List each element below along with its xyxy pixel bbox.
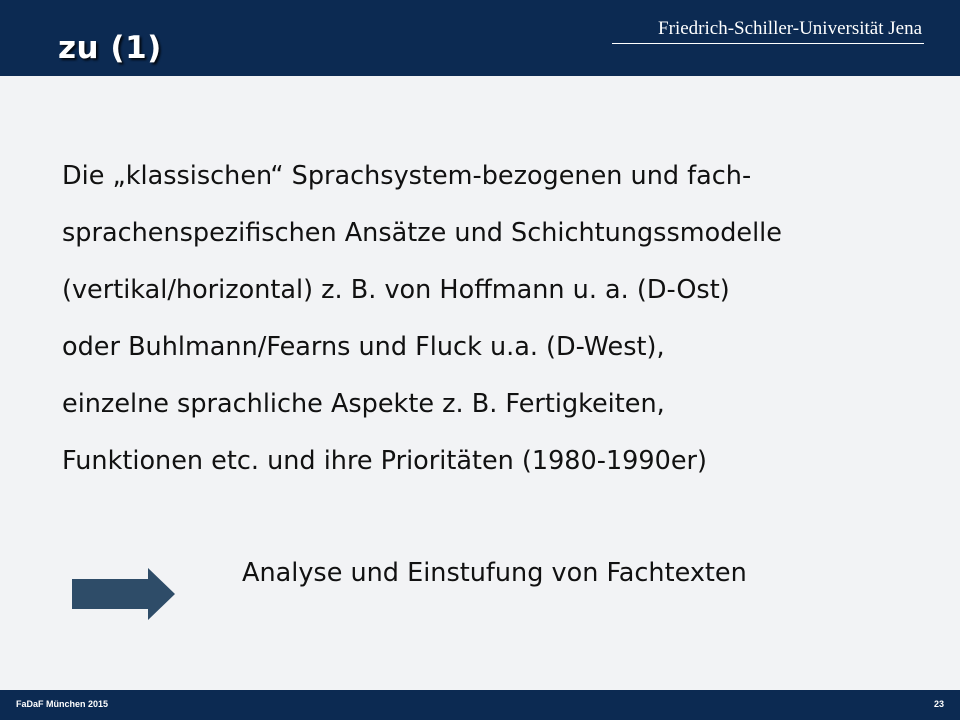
- conclusion-text: Analyse und Einstufung von Fachtexten: [242, 558, 747, 588]
- body-line: (vertikal/horizontal) z. B. von Hoffmann u. a. (D-Ost): [62, 275, 730, 305]
- footer-bar: [0, 690, 960, 720]
- body-line: einzelne sprachliche Aspekte z. B. Fertigkeiten,: [62, 389, 665, 419]
- body-line: Die „klassischen“ Sprachsystem-bezogenen und fach-: [62, 161, 752, 191]
- page-number: 23: [933, 699, 944, 709]
- body-line: Funktionen etc. und ihre Prioritäten (1980-1990er): [62, 446, 707, 476]
- university-logo: [612, 12, 942, 52]
- university-name: Friedrich-Schiller-Universität Jena: [658, 18, 922, 39]
- slide-title: zu (1): [58, 30, 162, 66]
- right-arrow-icon: [70, 567, 176, 621]
- header-bar: [0, 0, 960, 76]
- body-line: oder Buhlmann/Fearns und Fluck u.a. (D-West),: [62, 332, 665, 362]
- body-text: [62, 148, 922, 490]
- logo-underline: [612, 43, 924, 44]
- body-line: sprachenspezifischen Ansätze und Schichtungssmodelle: [62, 218, 782, 248]
- footer-event-label: FaDaF München 2015: [16, 699, 109, 709]
